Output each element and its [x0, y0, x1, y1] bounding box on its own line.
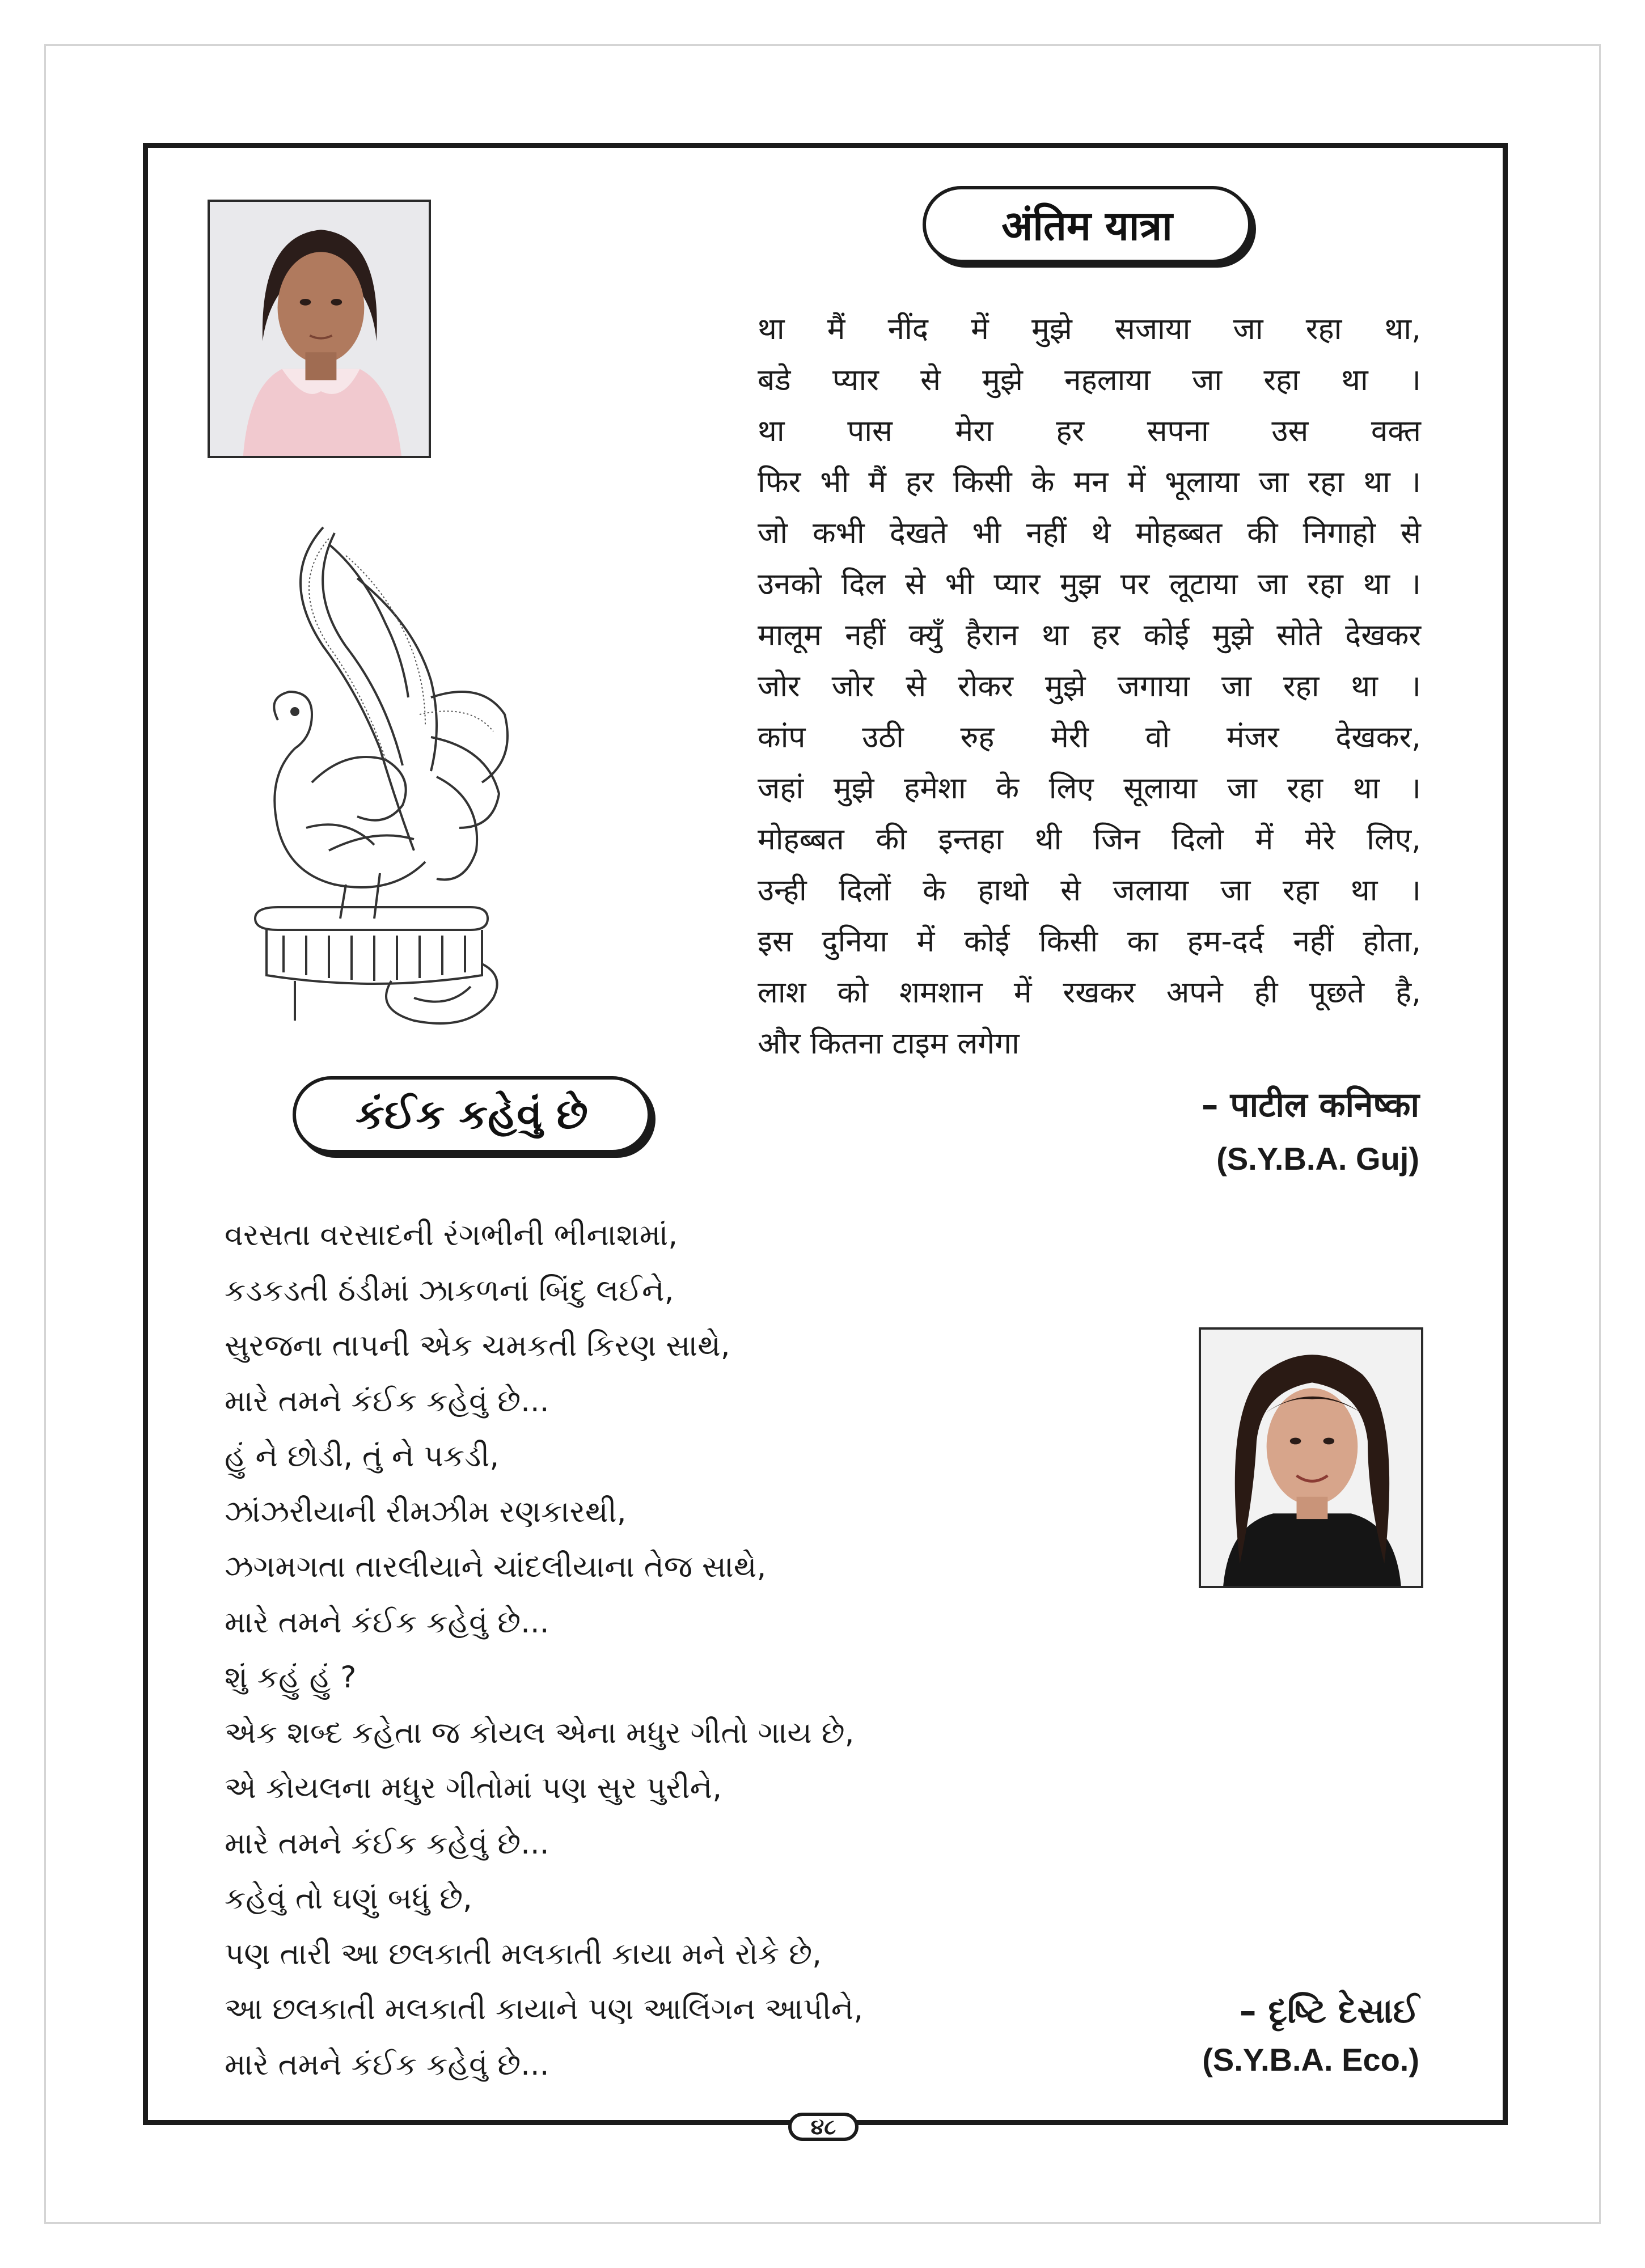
hindi-poem-author: – पाटील कनिष्का	[1201, 1085, 1419, 1125]
poem-line: फिर भी मैं हर किसी के मन में भूलाया जा रहा था ।	[758, 465, 1421, 500]
poem-line: जो कभी देखते भी नहीं थे मोहब्बत की निगाहो से	[758, 516, 1421, 551]
poem-line: ઝગમગતા તારલીયાને ચાંદલીયાના તેજ સાથે,	[225, 1550, 767, 1584]
gujarati-poem-author-class: (S.Y.B.A. Eco.)	[1202, 2042, 1419, 2077]
poem-line: મારે તમને કંઈક કહેવું છે...	[225, 1605, 549, 1640]
poem-line: સુરજના તાપની એક ચમકતી કિરણ સાથે,	[225, 1328, 730, 1363]
hindi-poem-author-block	[1202, 1080, 1419, 1177]
poem-line: जहां मुझे हमेशा के लिए सूलाया जा रहा था ।	[758, 771, 1421, 806]
poem-line: આ છલકાતી મલકાતી કાયાને પણ આલિંગન આપીને,	[225, 1992, 864, 2026]
poem-line: जोर जोर से रोकर मुझे जगाया जा रहा था ।	[758, 669, 1421, 704]
poem-line: लाश को शमशान में रखकर अपने ही पूछते है,	[758, 975, 1421, 1010]
hindi-poem-title: अंतिम यात्रा	[923, 186, 1251, 263]
poem-line: વરસતા વરસાદની રંગભીની ભીનાશમાં,	[225, 1218, 678, 1253]
poem-line: और कितना टाइम लगेगा	[758, 1026, 1020, 1061]
poem-line: એક શબ્દ કહેતા જ કોયલ એના મધુર ગીતો ગાય છે,	[225, 1715, 855, 1750]
gujarati-poem-author: – દૃષ્ટિ દેસાઈ	[1239, 1991, 1419, 2031]
poem-line: મારે તમને કંઈક કહેવું છે...	[225, 1383, 549, 1419]
poem-line: કહેવું તો ઘણું બધું છે,	[225, 1881, 472, 1916]
poem-line: था पास मेरा हर सपना उस वक्त	[758, 414, 1421, 448]
poem-line: મારે તમને કંઈક કહેવું છે...	[225, 2047, 549, 2082]
poem-line: પણ તારી આ છલકાતી મલકાતી કાયા મને રોકે છે,	[225, 1936, 822, 1971]
author-photo-gujarati	[1199, 1327, 1423, 1588]
poem-line: इस दुनिया में कोई किसी का हम-दर्द नहीं होता,	[758, 924, 1421, 959]
author-photo-hindi	[208, 200, 431, 458]
gujarati-poem-title: કંઈક કહેવું છે	[293, 1076, 651, 1153]
poem-line: મારે તમને કંઈક કહેવું છે...	[225, 1826, 549, 1861]
poem-line: હું ને છોડી, તું ને પકડી,	[225, 1439, 500, 1474]
poem-line: શું કહું હું ?	[225, 1660, 357, 1695]
poem-line: उन्ही दिलों के हाथो से जलाया जा रहा था ।	[758, 873, 1421, 908]
poem-line: मोहब्बत की इन्तहा थी जिन दिलो में मेरे लिए,	[758, 822, 1421, 857]
poem-line: बडे प्यार से मुझे नहलाया जा रहा था ।	[758, 363, 1421, 397]
hindi-poem-body	[758, 304, 1421, 1069]
gujarati-poem-author-block	[1202, 1991, 1419, 2078]
hindi-poem-author-class: (S.Y.B.A. Guj)	[1216, 1141, 1419, 1177]
poem-line: उनको दिल से भी प्यार मुझ पर लूटाया जा रहा था ।	[758, 567, 1421, 602]
poem-line: કડકડતી ઠંડીમાં ઝાકળનાં બિંદુ લઈને,	[225, 1273, 674, 1308]
poem-line: कांप उठी रुह मेरी वो मंजर देखकर,	[758, 720, 1421, 755]
poem-line: ઝાંઝરીયાની રીમઝીમ રણકારથી,	[225, 1494, 627, 1529]
poem-line: था मैं नींद में मुझे सजाया जा रहा था,	[758, 312, 1421, 346]
page-number: ૪૮	[788, 2113, 859, 2141]
gujarati-poem-body	[225, 1208, 1189, 2092]
decorative-lamp-illustration	[244, 510, 539, 1032]
poem-line: मालूम नहीं क्युँ हैरान था हर कोई मुझे सोते देखकर	[758, 618, 1421, 653]
poem-line: એ કોયલના મધુર ગીતોમાં પણ સુર પુરીને,	[225, 1771, 722, 1805]
